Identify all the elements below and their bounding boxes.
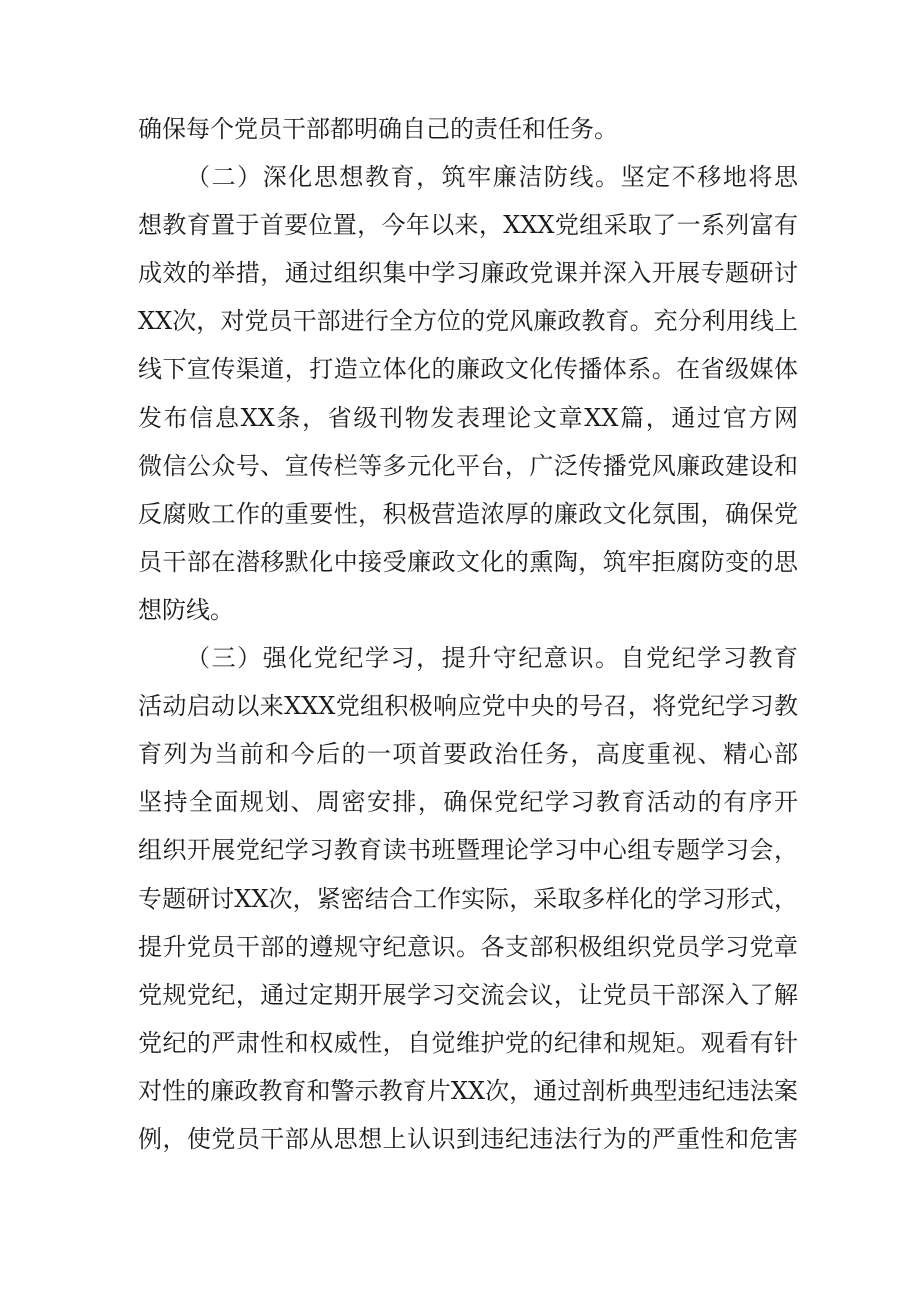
- paragraph-line: 活动启动以来XXX党组积极响应党中央的号召，将党纪学习教: [138, 692, 798, 721]
- paragraph-line: 员干部在潜移默化中接受廉政文化的熏陶，筑牢拒腐防变的思: [138, 547, 798, 576]
- paragraph-line: 组织开展党纪学习教育读书班暨理论学习中心组专题学习会，: [138, 836, 798, 865]
- paragraph-line: 确保每个党员干部都明确自己的责任和任务。: [138, 115, 618, 143]
- paragraph-line: 例，使党员干部从思想上认识到违纪违法行为的严重性和危害: [138, 1124, 798, 1153]
- paragraph-line: 线下宣传渠道，打造立体化的廉政文化传播体系。在省级媒体: [138, 355, 798, 384]
- paragraph-line: 党纪的严肃性和权威性，自觉维护党的纪律和规矩。观看有针: [138, 1028, 798, 1057]
- paragraph-line: 提升党员干部的遵规守纪意识。各支部积极组织党员学习党章: [138, 932, 798, 961]
- document-body: [138, 105, 798, 1163]
- paragraph-line: 对性的廉政教育和警示教育片XX次，通过剖析典型违纪违法案: [138, 1076, 798, 1105]
- paragraph-heading-line: （二）深化思想教育，筑牢廉洁防线。坚定不移地将思: [186, 163, 798, 192]
- paragraph-line: 反腐败工作的重要性，积极营造浓厚的廉政文化氛围，确保党: [138, 499, 798, 528]
- paragraph-line: 微信公众号、宣传栏等多元化平台，广泛传播党风廉政建设和: [138, 451, 798, 480]
- paragraph-line: 党规党纪，通过定期开展学习交流会议，让党员干部深入了解: [138, 980, 798, 1009]
- paragraph-line: 育列为当前和今后的一项首要政治任务，高度重视、精心部: [138, 740, 798, 769]
- paragraph-line: 想防线。: [138, 595, 234, 624]
- paragraph-line: 想教育置于首要位置，今年以来，XXX党组采取了一系列富有: [138, 211, 798, 240]
- paragraph-line: 坚持全面规划、周密安排，确保党纪学习教育活动的有序开: [138, 788, 798, 817]
- paragraph-line: 成效的举措，通过组织集中学习廉政党课并深入开展专题研讨: [138, 259, 798, 288]
- paragraph-line: XX次，对党员干部进行全方位的党风廉政教育。充分利用线上: [138, 307, 798, 336]
- paragraph-line: 发布信息XX条，省级刊物发表理论文章XX篇，通过官方网: [138, 403, 798, 432]
- paragraph-heading-line: （三）强化党纪学习，提升守纪意识。自党纪学习教育: [186, 644, 798, 673]
- paragraph-line: 专题研讨XX次，紧密结合工作实际，采取多样化的学习形式，: [138, 884, 798, 913]
